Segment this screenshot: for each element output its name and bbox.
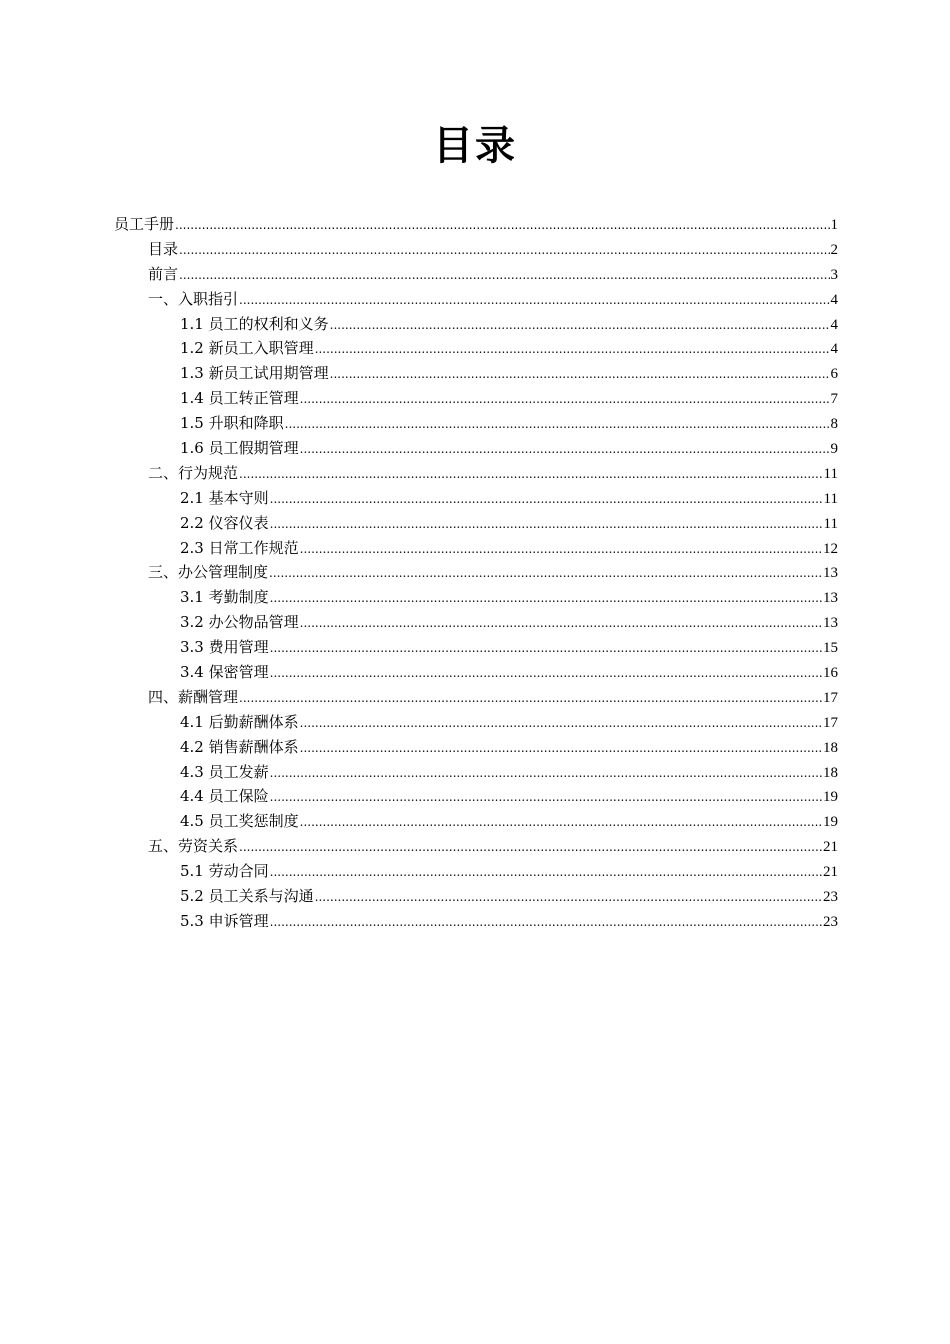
toc-entry-page-number: 8	[830, 416, 838, 433]
toc-dot-leader	[179, 238, 829, 263]
toc-entry-label: 3.2 办公物品管理	[180, 613, 299, 632]
toc-entry[interactable]	[114, 262, 838, 287]
toc-dot-leader	[270, 661, 822, 686]
toc-dot-leader	[300, 810, 822, 835]
toc-entry[interactable]	[114, 635, 838, 660]
toc-entry-label: 5.1 劳动合同	[180, 862, 269, 881]
toc-dot-leader	[270, 586, 822, 611]
toc-entry-page-number: 16	[823, 665, 838, 682]
toc-dot-leader	[270, 487, 823, 512]
toc-entry[interactable]	[114, 312, 838, 337]
toc-entry-label: 3.4 保密管理	[180, 663, 269, 682]
toc-dot-leader	[175, 213, 829, 238]
toc-entry-page-number: 4	[830, 316, 838, 333]
toc-dot-leader	[285, 412, 830, 437]
toc-entry-page-number: 21	[823, 839, 838, 856]
table-of-contents	[114, 212, 838, 934]
toc-dot-leader	[300, 611, 822, 636]
toc-entry-label: 4.4 员工保险	[180, 787, 269, 806]
toc-entry[interactable]	[114, 287, 838, 312]
toc-entry[interactable]	[114, 809, 838, 834]
toc-entry-page-number: 15	[823, 640, 838, 657]
toc-entry[interactable]	[114, 336, 838, 361]
toc-dot-leader	[300, 711, 822, 736]
toc-entry[interactable]	[114, 560, 838, 585]
toc-entry[interactable]	[114, 212, 838, 237]
toc-dot-leader	[270, 785, 822, 810]
toc-entry[interactable]	[114, 760, 838, 785]
toc-dot-leader	[300, 736, 822, 761]
toc-dot-leader	[315, 337, 830, 362]
toc-entry-label: 1.1 员工的权利和义务	[180, 314, 329, 333]
toc-entry-page-number: 13	[823, 565, 838, 582]
toc-entry[interactable]	[114, 486, 838, 511]
toc-entry[interactable]	[114, 859, 838, 884]
toc-entry-label: 1.5 升职和降职	[180, 414, 284, 433]
toc-dot-leader	[270, 512, 823, 537]
toc-entry[interactable]	[114, 536, 838, 561]
toc-entry-page-number: 23	[823, 889, 838, 906]
page-title: 目录	[433, 123, 517, 169]
toc-entry[interactable]	[114, 386, 838, 411]
toc-entry-page-number: 23	[823, 913, 838, 930]
toc-entry-label: 4.2 销售薪酬体系	[180, 737, 299, 756]
toc-entry[interactable]	[114, 436, 838, 461]
toc-entry-label: 3.3 费用管理	[180, 638, 269, 657]
toc-entry-page-number: 6	[830, 366, 838, 383]
toc-dot-leader	[270, 910, 822, 935]
toc-entry-label: 员工手册	[114, 215, 175, 233]
toc-entry-page-number: 17	[823, 689, 838, 706]
toc-entry-label: 1.3 新员工试用期管理	[180, 364, 329, 383]
toc-dot-leader	[300, 537, 822, 562]
toc-entry[interactable]	[114, 710, 838, 735]
toc-entry-page-number: 18	[823, 764, 838, 781]
toc-dot-leader	[239, 462, 823, 487]
toc-dot-leader	[270, 761, 822, 786]
toc-dot-leader	[269, 561, 822, 586]
toc-entry-page-number: 2	[830, 241, 838, 258]
toc-entry-page-number: 9	[830, 441, 838, 458]
toc-entry-label: 2.1 基本守则	[180, 488, 269, 507]
toc-entry-label: 2.2 仪容仪表	[180, 513, 269, 532]
toc-entry[interactable]	[114, 610, 838, 635]
toc-entry[interactable]	[114, 784, 838, 809]
toc-dot-leader	[270, 860, 822, 885]
toc-entry-page-number: 21	[823, 864, 838, 881]
toc-entry-page-number: 3	[830, 266, 838, 283]
toc-dot-leader	[300, 387, 830, 412]
toc-entry[interactable]	[114, 685, 838, 710]
toc-dot-leader	[330, 313, 830, 338]
toc-entry-label: 一、入职指引	[148, 289, 239, 308]
toc-entry-label: 1.6 员工假期管理	[180, 439, 299, 458]
toc-entry[interactable]	[114, 461, 838, 486]
toc-entry-page-number: 1	[830, 217, 838, 233]
toc-entry[interactable]	[114, 884, 838, 909]
toc-dot-leader	[179, 263, 829, 288]
toc-entry-page-number: 11	[823, 465, 838, 482]
toc-entry-page-number: 11	[823, 490, 838, 507]
toc-entry-label: 五、劳资关系	[148, 837, 239, 856]
toc-entry-label: 三、办公管理制度	[148, 563, 269, 582]
toc-entry-page-number: 13	[823, 590, 838, 607]
toc-entry-label: 四、薪酬管理	[148, 687, 239, 706]
toc-entry-label: 4.1 后勤薪酬体系	[180, 712, 299, 731]
toc-dot-leader	[239, 686, 822, 711]
toc-dot-leader	[239, 835, 822, 860]
toc-entry-label: 2.3 日常工作规范	[180, 538, 299, 557]
toc-entry-label: 5.2 员工关系与沟通	[180, 887, 314, 906]
toc-dot-leader	[270, 636, 822, 661]
toc-entry[interactable]	[114, 585, 838, 610]
toc-entry[interactable]	[114, 511, 838, 536]
toc-entry[interactable]	[114, 735, 838, 760]
toc-entry-label: 前言	[148, 264, 179, 283]
toc-entry[interactable]	[114, 237, 838, 262]
toc-entry-label: 3.1 考勤制度	[180, 588, 269, 607]
toc-entry[interactable]	[114, 834, 838, 859]
toc-entry-page-number: 12	[823, 540, 838, 557]
toc-dot-leader	[239, 288, 829, 313]
toc-entry-page-number: 19	[823, 814, 838, 831]
toc-dot-leader	[315, 885, 822, 910]
toc-entry-label: 1.4 员工转正管理	[180, 389, 299, 408]
toc-entry-label: 1.2 新员工入职管理	[180, 339, 314, 358]
toc-entry-page-number: 19	[823, 789, 838, 806]
toc-entry-label: 4.3 员工发薪	[180, 762, 269, 781]
toc-entry-page-number: 13	[823, 615, 838, 632]
toc-dot-leader	[330, 362, 830, 387]
toc-entry-page-number: 17	[823, 714, 838, 731]
toc-entry[interactable]	[114, 660, 838, 685]
toc-entry-page-number: 4	[830, 291, 838, 308]
toc-entry-label: 5.3 申诉管理	[180, 911, 269, 930]
toc-entry-label: 目录	[148, 239, 179, 258]
toc-dot-leader	[300, 437, 830, 462]
toc-entry-page-number: 4	[830, 341, 838, 358]
toc-entry[interactable]	[114, 361, 838, 386]
toc-entry[interactable]	[114, 909, 838, 934]
toc-entry[interactable]	[114, 411, 838, 436]
toc-entry-page-number: 7	[830, 391, 838, 408]
toc-entry-page-number: 11	[823, 515, 838, 532]
toc-entry-page-number: 18	[823, 739, 838, 756]
toc-entry-label: 二、行为规范	[148, 463, 239, 482]
toc-entry-label: 4.5 员工奖惩制度	[180, 812, 299, 831]
